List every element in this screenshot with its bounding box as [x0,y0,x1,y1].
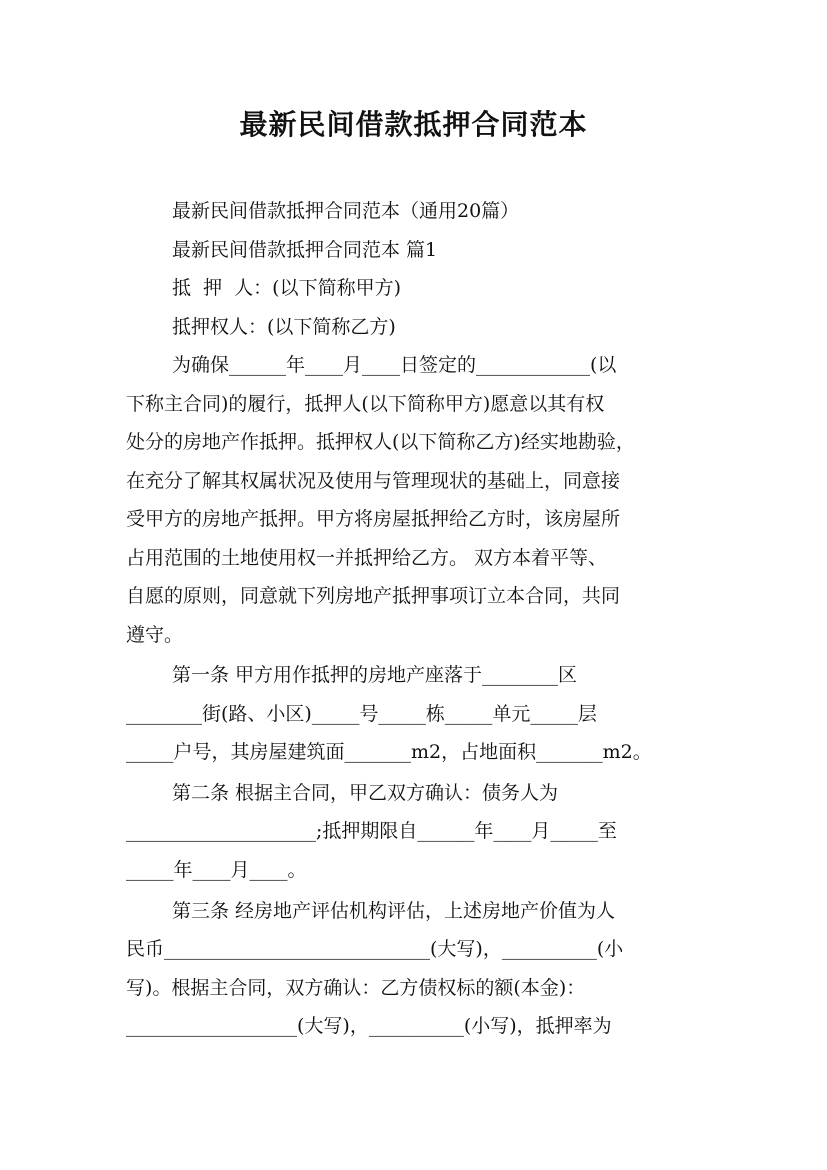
article1-line-1: 第一条 甲方用作抵押的房地产座落于________区 [172,664,578,686]
para1-line-4: 在充分了解其权属状况及使用与管理现状的基础上，同意接 [126,470,621,492]
para1-line-1: 为确保______年____月____日签定的____________(以 [172,354,617,376]
article1-line-3: _____户号，其房屋建筑面_______m2，占地面积_______m2。 [126,741,652,763]
article2-line-2: ____________________;抵押期限自______年____月_____至 [126,820,617,842]
article3-line-1: 第三条 经房地产评估机构评估，上述房地产价值为人 [172,900,616,922]
para1-line-6: 占用范围的土地使用权一并抵押给乙方。 双方本着平等、 [126,547,608,569]
article2-line-1: 第二条 根据主合同，甲乙双方确认：债务人为 [172,782,559,804]
para1-line-8: 遵守。 [126,624,184,646]
para1-line-5: 受甲方的房地产抵押。甲方将房屋抵押给乙方时，该房屋所 [126,508,621,530]
article2-line-3: _____年____月____。 [126,859,307,881]
para1-line-3: 处分的房地产作抵押。抵押权人(以下简称乙方)经实地勘验， [126,431,635,453]
document-subtitle: 最新民间借款抵押合同范本（通用20篇） [172,200,520,222]
article1-line-2: ________街(路、小区)_____号_____栋_____单元_____层 [126,703,597,725]
article3-line-4: __________________(大写)，__________(小写)，抵押率为 [126,1015,612,1037]
mortgagee-line: 抵押权人：(以下简称乙方) [172,316,396,338]
article3-line-3: 写)。根据主合同，双方确认：乙方债权标的额(本金)： [126,977,586,999]
section-heading: 最新民间借款抵押合同范本 篇1 [172,239,438,261]
para1-line-2: 下称主合同)的履行，抵押人(以下简称甲方)愿意以其有权 [126,393,605,415]
article3-line-2: 民币____________________________(大写)，__________(小 [126,938,624,960]
document-title: 最新民间借款抵押合同范本 [239,108,588,141]
para1-line-7: 自愿的原则，同意就下列房地产抵押事项订立本合同，共同 [126,585,621,607]
mortgagor-line: 抵 押 人：(以下简称甲方) [172,277,401,299]
